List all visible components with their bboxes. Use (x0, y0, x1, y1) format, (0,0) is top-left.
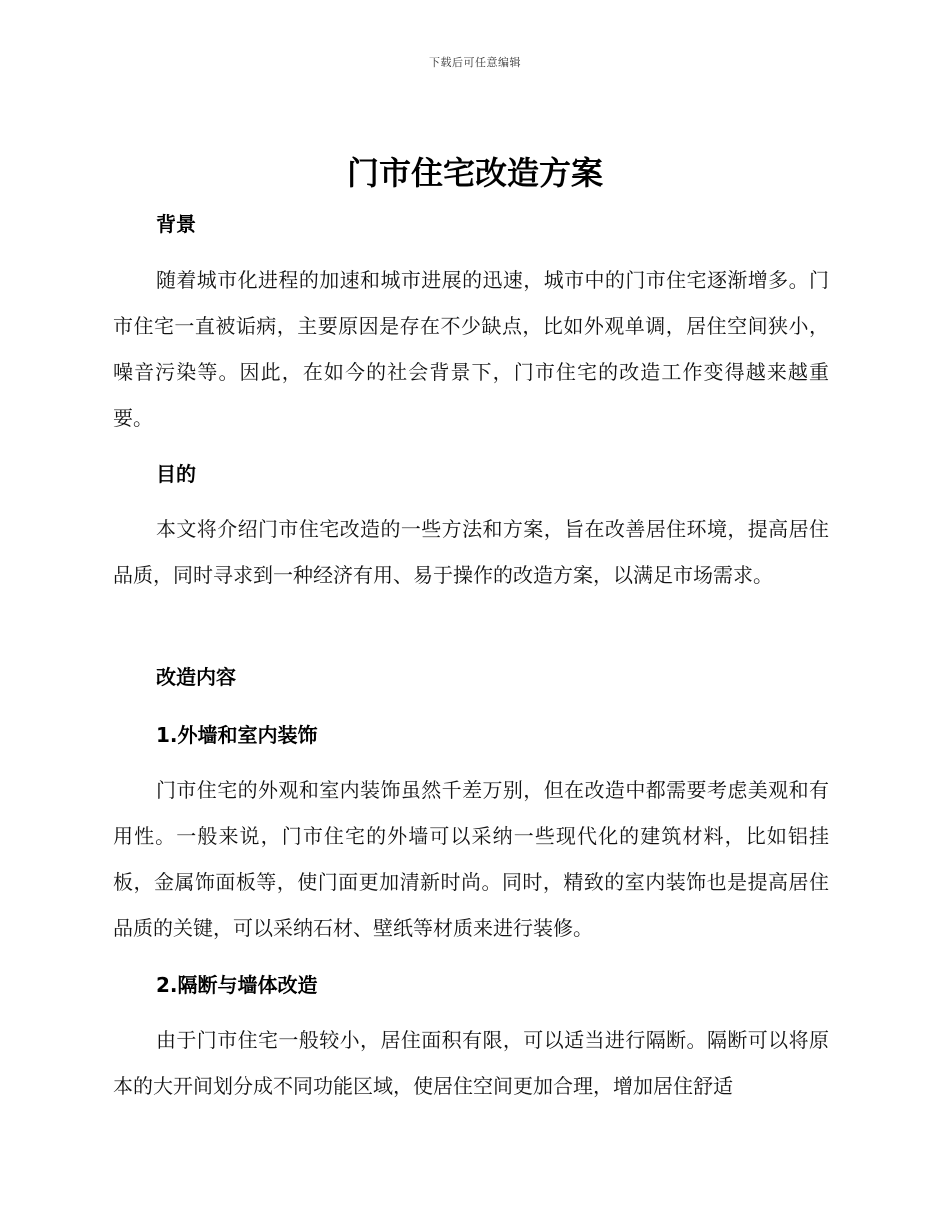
paragraph-background: 随着城市化进程的加速和城市进展的迅速，城市中的门市住宅逐渐增多。门市住宅一直被诟病，主要原因是存在不少缺点，比如外观单调，居住空间狭小，噪音污染等。因此，在如今的社会背景下，门市住宅的改造工作变得越来越重要。 (113, 268, 829, 430)
paragraph-item-1: 门市住宅的外观和室内装饰虽然千差万别，但在改造中都需要考虑美观和有用性。一般来说，门市住宅的外墙可以采纳一些现代化的建筑材料，比如铝挂板，金属饰面板等，使门面更加清新时尚。同时，精致的室内装饰也是提高居住品质的关键，可以采纳石材、壁纸等材质来进行装修。 (113, 778, 829, 940)
heading-content: 改造内容 (156, 665, 236, 689)
heading-background: 背景 (156, 212, 196, 236)
heading-item-2: 2.隔断与墙体改造 (156, 973, 318, 997)
paragraph-item-2: 由于门市住宅一般较小，居住面积有限，可以适当进行隔断。隔断可以将原本的大开间划分成不同功能区域，使居住空间更加合理，增加居住舒适 (113, 1028, 829, 1098)
heading-purpose: 目的 (156, 462, 196, 486)
document-title: 门市住宅改造方案 (346, 154, 603, 192)
paragraph-purpose: 本文将介绍门市住宅改造的一些方法和方案，旨在改善居住环境，提高居住品质，同时寻求到一种经济有用、易于操作的改造方案，以满足市场需求。 (113, 517, 829, 587)
heading-item-1: 1.外墙和室内装饰 (156, 723, 318, 747)
header-note: 下载后可任意编辑 (429, 56, 521, 69)
